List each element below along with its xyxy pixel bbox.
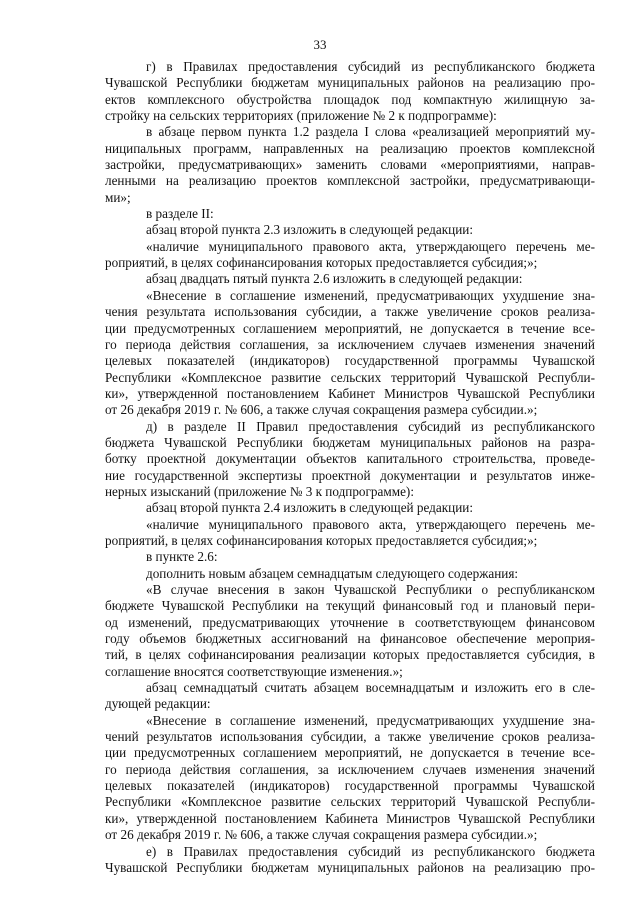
text-line: дополнить новым абзацем семнадцатым следующего содержания: bbox=[146, 565, 519, 581]
document-body bbox=[105, 59, 595, 876]
text-line: «наличие муниципального правового акта, утверждающего перечень ме- bbox=[146, 238, 595, 254]
text-line: ки», утвержденной постановлением Кабинета Министров Чувашской Республики bbox=[105, 810, 595, 826]
text-line: Чувашской Республики бюджетам муниципальных районов на реализацию про- bbox=[105, 75, 595, 91]
text-line: «Внесение в соглашение изменений, предусматривающих ухудшение зна- bbox=[146, 712, 595, 728]
text-line: г) в Правилах предоставления субсидий из республиканского бюджета bbox=[146, 59, 595, 74]
text-line: «Внесение в соглашение изменений, предусматривающих ухудшение зна- bbox=[146, 287, 595, 303]
text-line: «В случае внесения в закон Чувашской Республики о республиканском bbox=[146, 582, 595, 597]
text-line: соглашение вносятся соответствующие изменения.»; bbox=[105, 663, 403, 679]
text-line: в разделе II: bbox=[146, 206, 214, 222]
text-line: нерных изысканий (приложение № 3 к подпрограмме): bbox=[105, 483, 414, 499]
text-line: целевых показателей (индикаторов) государственной программы Чувашской bbox=[105, 353, 595, 369]
text-line: абзац второй пункта 2.4 изложить в следующей редакции: bbox=[146, 500, 473, 516]
text-line: е) в Правилах предоставления субсидий из республиканского бюджета bbox=[146, 843, 595, 859]
text-line: роприятий, в целях софинансирования которых предоставляется субсидия;»; bbox=[105, 532, 538, 548]
text-line: от 26 декабря 2019 г. № 606, а также случая сокращения размера субсидии.»; bbox=[105, 402, 538, 418]
text-line: году объемов бюджетных ассигнований на финансовое обеспечение мероприя- bbox=[105, 631, 595, 647]
text-line: в пункте 2.6: bbox=[146, 549, 218, 565]
text-line: целевых показателей (индикаторов) государственной программы Чувашской bbox=[105, 778, 595, 794]
text-line: абзац второй пункта 2.3 изложить в следующей редакции: bbox=[146, 222, 473, 238]
text-line: Чувашской Республики бюджетам муниципальных районов на реализацию про- bbox=[105, 859, 595, 875]
text-line: Республики «Комплексное развитие сельских территорий Чувашской Республи- bbox=[105, 369, 595, 385]
text-line: абзац двадцать пятый пункта 2.6 изложить в следующей редакции: bbox=[146, 271, 523, 287]
text-line: абзац семнадцатый считать абзацем восемнадцатым и изложить его в сле- bbox=[146, 680, 595, 696]
page-number: 33 bbox=[313, 37, 327, 52]
text-line: ние государственной экспертизы проектной документации и результатов инже- bbox=[105, 467, 595, 483]
text-line: го периода действия соглашения, за исключением случаев изменения значений bbox=[105, 336, 595, 352]
text-line: ции предусмотренных соглашением мероприятий, не допускается в течение все- bbox=[105, 320, 595, 336]
text-line: ниципальных программ, направленных на реализацию проектов комплексной bbox=[105, 140, 595, 156]
text-line: дующей редакции: bbox=[105, 696, 211, 712]
text-line: го периода действия соглашения, за исключением случаев изменения значений bbox=[105, 761, 595, 777]
text-line: ми»; bbox=[105, 189, 131, 205]
text-line: ки», утвержденной постановлением Кабинет Министров Чувашской Республики bbox=[105, 385, 595, 401]
text-line: «наличие муниципального правового акта, утверждающего перечень ме- bbox=[146, 516, 595, 532]
text-line: чения результата использования субсидии, а также увеличение сроков реализа- bbox=[105, 304, 595, 320]
text-line: в абзаце первом пункта 1.2 раздела I слова «реализацией мероприятий му- bbox=[146, 124, 595, 140]
text-line: роприятий, в целях софинансирования которых предоставляется субсидия;»; bbox=[105, 255, 538, 271]
text-line: чений результатов использования субсидии, а также увеличение сроков реализа- bbox=[105, 729, 595, 745]
text-line: бюджете Чувашской Республики на текущий финансовый год и плановый пери- bbox=[105, 598, 595, 614]
text-line: застройки, предусматривающих» заменить словами «мероприятиями, направ- bbox=[105, 157, 595, 173]
text-line: бюджета Чувашской Республики бюджетам муниципальных районов на разра- bbox=[105, 434, 595, 450]
text-line: от 26 декабря 2019 г. № 606, а также случая сокращения размера субсидии.»; bbox=[105, 827, 538, 843]
text-line: ботку проектной документации объектов капитального строительства, проведе- bbox=[105, 451, 595, 467]
text-line: од изменений, предусматривающих уточнение в соответствующем финансовом bbox=[105, 614, 595, 630]
text-line: ции предусмотренных соглашением мероприятий, не допускается в течение все- bbox=[105, 745, 595, 761]
text-line: д) в разделе II Правил предоставления субсидий из республиканского bbox=[146, 418, 595, 434]
text-line: ленными на реализацию проектов комплексной застройки, предусматривающи- bbox=[105, 173, 595, 189]
text-line: тий, в целях софинансирования реализации которых предоставляется субсидия, в bbox=[105, 647, 595, 663]
text-line: стройку на сельских территориях (приложение № 2 к подпрограмме): bbox=[105, 108, 497, 124]
text-line: ектов комплексного обустройства площадок под компактную жилищную за- bbox=[105, 91, 595, 107]
text-line: Республики «Комплексное развитие сельских территорий Чувашской Республи- bbox=[105, 794, 595, 810]
